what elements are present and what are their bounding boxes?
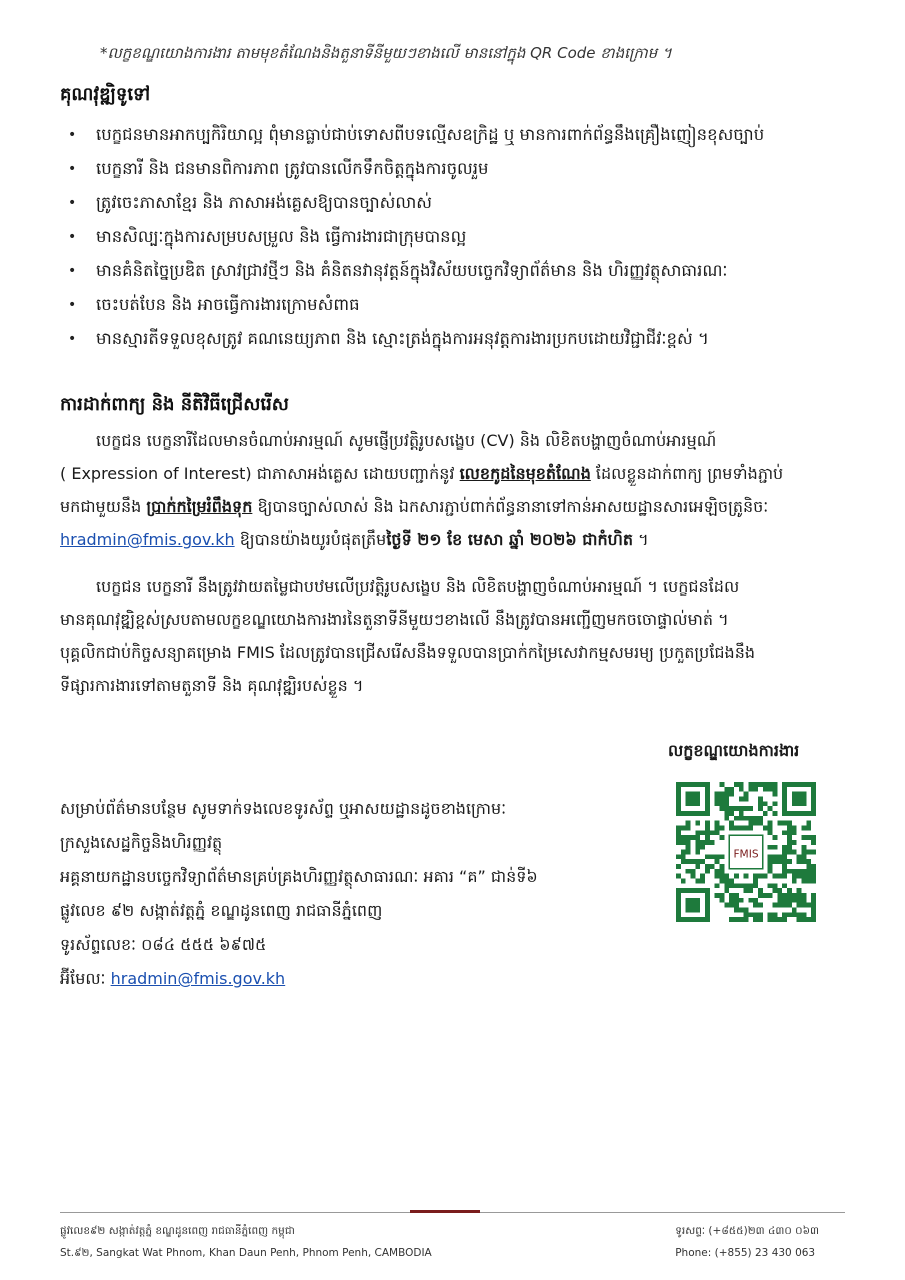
text-run: មកជាមួយនឹង: [60, 497, 147, 516]
text-run: ឱ្យបានយ៉ាងយូរបំផុតត្រឹម: [234, 530, 387, 549]
text-run: ( Expression of Interest) ជាភាសាអង់គ្លេស ដោយបញ្ជាក់នូវ: [60, 464, 460, 483]
list-item: • បេក្ខជនមានអាកប្បកិរិយាល្អ ពុំមានធ្លាប់ជាប់ទោសពីបទល្មើសឧក្រិដ្ឋ ឬ មានការពាក់ព័ន្ធនឹងគ្រឿងញៀនខុសច្បាប់: [60, 118, 880, 152]
footer-phone: [675, 1220, 819, 1264]
paragraph-line: បេក្ខជន បេក្ខនារីដែលមានចំណាប់អារម្មណ៍ សូមផ្ញើប្រវត្តិរូបសង្ខេប (CV) និង លិខិតបង្ហាញចំណាប់អារម្មណ៍: [96, 431, 717, 450]
qr-code[interactable]: [676, 782, 816, 922]
contact-block: [60, 792, 660, 996]
list-item: • មានស្មារតីទទួលខុសត្រូវ គណនេយ្យភាព និង ស្មោះត្រង់ក្នុងការអនុវត្តការងារប្រកបដោយវិជ្ជាជីវៈខ្ពស់ ។: [60, 322, 880, 356]
qr-label: លក្ខខណ្ឌយោងការងារ: [668, 741, 800, 760]
footer-phone-en: Phone: (+855) 23 430 063: [675, 1247, 816, 1259]
qr-reference-note: *លក្ខខណ្ឌយោងការងារ តាមមុខតំណែងនិងតួនាទីនីមួយៗខាងលើ មាននៅក្នុង QR Code ខាងក្រោម ។: [100, 44, 672, 62]
footer-phone-km: ទូរសព្ទៈ (+៨៥៥)២៣ ៤៣០ ០៦៣: [675, 1225, 819, 1237]
qualifications-list: [60, 118, 880, 356]
list-item: • មានសិល្បៈក្នុងការសម្របសម្រួល និង ធ្វើការងារជាក្រុមបានល្អ: [60, 220, 880, 254]
list-item: • មានគំនិតច្នៃប្រឌិត ស្រាវជ្រាវថ្មីៗ និង គំនិតនវានុវត្តន៍ក្នុងវិស័យបច្ចេកវិទ្យាព័ត៌មាន និង ហិរញ្ញវត្ថុសាធារណៈ: [60, 254, 880, 288]
list-item: • ត្រូវចេះភាសាខ្មែរ និង ភាសាអង់គ្លេសឱ្យបានច្បាស់លាស់: [60, 186, 880, 220]
contact-email-label: អ៊ីមែលៈ: [60, 969, 111, 988]
contact-email-link[interactable]: hradmin@fmis.gov.kh: [110, 969, 286, 988]
text-run: ឱ្យបានច្បាស់លាស់ និង ឯកសារភ្ជាប់ពាក់ព័ន្ធនានាទៅកាន់អាសយដ្ឋានសារអេឡិចត្រូនិចៈ: [252, 497, 769, 516]
expected-salary-emphasis: ប្រាក់កម្រៃរំពឹងទុក: [146, 497, 253, 516]
contact-phone: ទូរស័ព្ទលេខៈ ០៨៤ ៥៥៥ ៦៩៧៥: [60, 935, 267, 954]
paragraph-line: បុគ្គលិកជាប់កិច្ចសន្យាគម្រោង FMIS ដែលត្រូវបានជ្រើសរើសនឹងទទួលបានប្រាក់កម្រៃសេវាកម្មសមរម្យ ប្រកួតប្រជែងនឹង: [60, 643, 756, 662]
contact-department: អគ្គនាយកដ្ឋានបច្ចេកវិទ្យាព័ត៌មានគ្រប់គ្រងហិរញ្ញវត្ថុសាធារណៈ អគារ “គ” ជាន់ទី៦: [60, 867, 538, 886]
paragraph-line: មានគុណវុឌ្ឍិខ្ពស់ស្របតាមលក្ខខណ្ឌយោងការងារនៃតួនាទីនីមួយៗខាងលើ នឹងត្រូវបានអញ្ជើញមកចចោផ្ទាល់មាត់ ។: [60, 610, 729, 629]
paragraph-line: [60, 523, 880, 556]
text-run: ។: [633, 530, 649, 549]
footer-address-km: ផ្លូវលេខ៩២ សង្កាត់វត្តភ្នំ ខណ្ឌដូនពេញ រាជធានីភ្នំពេញ កម្ពុជា: [60, 1225, 295, 1237]
footer-address-en: St.៩២, Sangkat Wat Phnom, Khan Daun Penh, Phnom Penh, CAMBODIA: [60, 1247, 432, 1259]
contact-address: ផ្លូវលេខ ៩២ សង្កាត់វត្តភ្នំ ខណ្ឌដូនពេញ រាជធានីភ្នំពេញ: [60, 901, 383, 920]
qualifications-heading: គុណវុឌ្ឍិទូទៅ: [60, 84, 151, 105]
application-heading: ការដាក់ពាក្យ និង នីតិវិធីជ្រើសរើស: [60, 394, 289, 415]
qr-logo-text: FMIS: [733, 847, 759, 861]
application-email-link[interactable]: hradmin@fmis.gov.kh: [60, 530, 235, 549]
contact-intro: សម្រាប់ព័ត៌មានបន្ថែម សូមទាក់ទងលេខទូរស័ព្ទ ឬអាសយដ្ឋានដូចខាងក្រោមៈ: [60, 799, 507, 818]
list-item: • ចេះបត់បែន និង អាចធ្វើការងារក្រោមសំពាធ: [60, 288, 880, 322]
contact-ministry: ក្រសួងសេដ្ឋកិច្ចនិងហិរញ្ញវត្ថុ: [60, 833, 223, 852]
text-run: ដែលខ្លួនដាក់ពាក្យ ព្រមទាំងភ្ជាប់: [590, 464, 784, 483]
deadline-date: ថ្ងៃទី ២១ ខែ មេសា ឆ្នាំ ២០២៦ ជាកំហិត: [386, 530, 634, 549]
paragraph-line: [60, 457, 880, 490]
paragraph-line: [60, 490, 880, 523]
footer-divider-accent: [410, 1210, 480, 1213]
footer-address: [60, 1220, 432, 1264]
position-code-emphasis: លេខកូដនៃមុខតំណែង: [459, 464, 591, 483]
list-item: • បេក្ខនារី និង ជនមានពិការភាព ត្រូវបានលើកទឹកចិត្តក្នុងការចូលរួម: [60, 152, 880, 186]
paragraph-line: ទីផ្សារការងារទៅតាមតួនាទី និង គុណវុឌ្ឍិរបស់ខ្លួន ។: [60, 676, 364, 695]
contact-email-row: [60, 962, 660, 996]
selection-paragraph: [60, 570, 880, 702]
application-paragraph: [60, 424, 880, 556]
paragraph-line: បេក្ខជន បេក្ខនារី នឹងត្រូវវាយតម្លៃជាបឋមលើប្រវត្តិរូបសង្ខេប និង លិខិតបង្ហាញចំណាប់អារម្មណ៍ ។ បេក្ខជនដែល: [96, 577, 740, 596]
